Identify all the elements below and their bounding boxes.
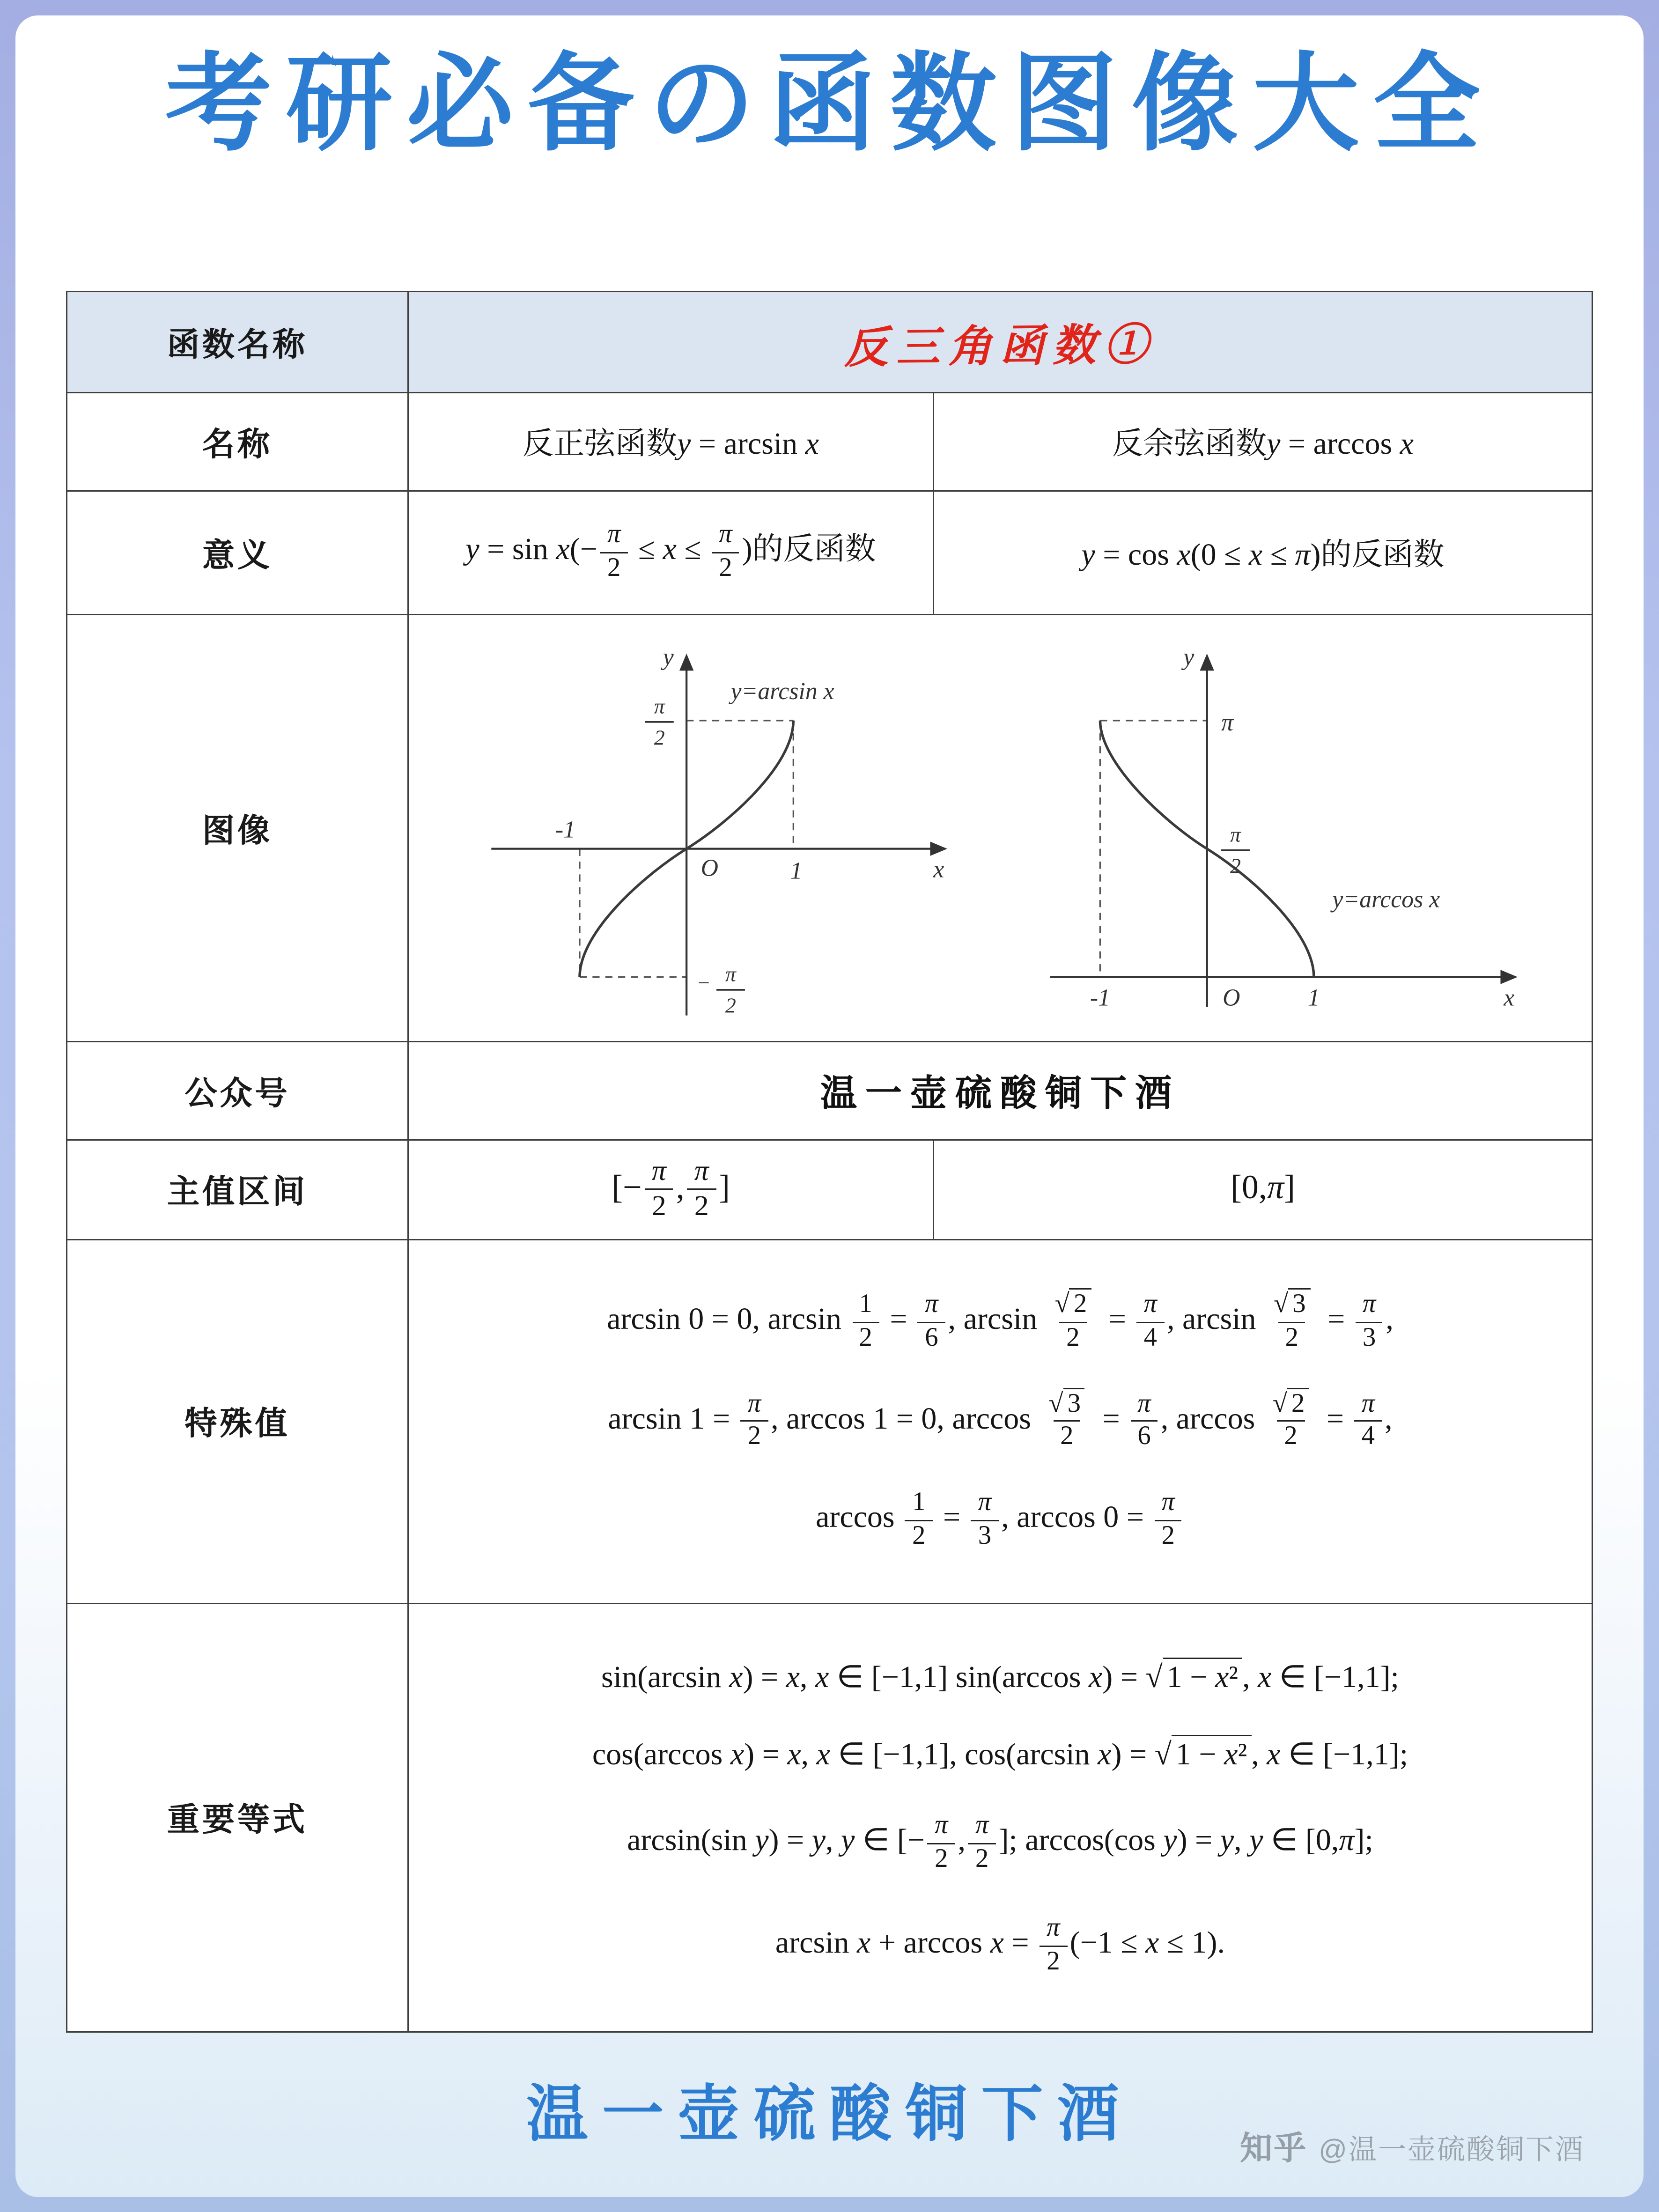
content-panel <box>15 15 1644 2197</box>
table-section-title: 反三角函数① <box>844 319 1157 372</box>
row-label-function-name: 函数名称 <box>67 292 409 391</box>
identity-line: sin(arcsin x) = x, x ∈ [−1,1] sin(arccos x) = √ 1 − x² , x ∈ [−1,1]; <box>601 1659 1399 1695</box>
row-label-account: 公众号 <box>67 1042 409 1139</box>
arccos-y-label: y <box>1183 644 1194 671</box>
arcsin-curve-label: y=arcsin x <box>730 678 834 706</box>
arccos-principal-interval: [0, π ] <box>1230 1170 1296 1207</box>
arccos-name-cn: 反余弦函数 <box>1112 425 1267 461</box>
function-table <box>66 290 1593 2032</box>
arccos-origin-label: O <box>1223 985 1240 1012</box>
arcsin-tick-neg1: -1 <box>555 817 576 844</box>
arccos-dashed-guides <box>1100 721 1207 978</box>
arcsin-bot-frac-den: 2 <box>725 994 736 1018</box>
row-label-name: 名称 <box>67 393 409 490</box>
arcsin-bot-frac-num: π <box>725 962 736 987</box>
arcsin-name-text <box>523 420 819 463</box>
table-row-identities <box>67 1604 1592 2031</box>
arccos-pi-label: π <box>1221 709 1233 737</box>
page-title: 考研必备の函数图像大全 <box>165 45 1494 164</box>
arcsin-y-axis-arrow <box>679 654 693 671</box>
arccos-meaning-math: y = cos x(0 ≤ x ≤ π) <box>1081 536 1321 572</box>
arccos-mid-frac-den: 2 <box>1230 854 1241 878</box>
cell-identities <box>409 1604 1592 2031</box>
watermark-handle: @温一壶硫酸铜下酒 <box>1319 2134 1585 2166</box>
cell-graphs <box>409 615 1592 1040</box>
row-label-meaning: 意义 <box>67 491 409 613</box>
row-label-principal-interval: 主值区间 <box>67 1140 409 1239</box>
arccos-name-math: y = arccos x <box>1267 425 1414 461</box>
arcsin-name-math: y = arcsin x <box>677 425 819 461</box>
cell-special-values <box>409 1240 1592 1602</box>
arcsin-tick-1: 1 <box>790 858 803 885</box>
cell-arccos-name <box>934 393 1592 490</box>
identity-line: arcsin(sin y) = y, y ∈ [− $\frac{\pi}{2}$ , $\frac{\pi}{2}$ ]; arccos(cos y) = y, y ∈ [0,π]; <box>627 1811 1373 1874</box>
arcsin-x-label: x <box>933 856 944 884</box>
row-label-identities: 重要等式 <box>67 1604 409 2031</box>
arcsin-top-frac-den: 2 <box>654 726 665 750</box>
arcsin-name-cn: 反正弦函数 <box>523 425 678 461</box>
arccos-meaning-cn: 的反函数 <box>1320 536 1445 572</box>
arccos-y-axis-arrow <box>1200 654 1214 671</box>
special-values-line: arcsin 0 = 0, arcsin $\frac{1}{2}$ = $\frac{\pi}{6}$ , arcsin $\frac{√ 2}{2}$ = $\frac{\pi}{4}$ , arcsin $\frac{√ 3}{2}$ = $\frac{\pi}{3}$ , <box>607 1291 1394 1353</box>
cell-arcsin-meaning <box>409 491 934 613</box>
arccos-x-label: x <box>1504 985 1515 1012</box>
arccos-name-text <box>1112 420 1414 463</box>
arcsin-meaning-cn: 的反函数 <box>752 531 876 567</box>
table-row-meaning <box>67 491 1592 615</box>
zhihu-logo: 知乎 <box>1240 2129 1308 2166</box>
table-row-special-values <box>67 1240 1592 1604</box>
zhihu-watermark <box>1240 2122 1585 2168</box>
arcsin-origin-label: O <box>700 855 718 882</box>
arcsin-top-frac-num: π <box>654 694 665 719</box>
special-values-line: arccos $\frac{1}{2}$ = $\frac{\pi}{3}$ , arccos 0 = $\frac{\pi}{2}$ <box>816 1489 1185 1551</box>
arccos-graph <box>1018 628 1552 1027</box>
arcsin-x-axis-arrow <box>930 842 947 856</box>
arcsin-meaning-math: y = sin x(− $\frac{\pi}{2}$ ≤ x ≤ $\frac{\pi}{2}$ ) <box>465 520 752 583</box>
table-row-principal-interval <box>67 1140 1592 1240</box>
cell-arcsin-name <box>409 393 934 490</box>
table-row-header <box>67 292 1592 393</box>
footer-handle: 温一壶硫酸铜下酒 <box>526 2080 1133 2149</box>
account-name: 温一壶硫酸铜下酒 <box>820 1073 1180 1114</box>
row-label-special-values: 特殊值 <box>67 1240 409 1602</box>
arcsin-meaning-text <box>465 522 876 583</box>
arcsin-bot-minus: − <box>696 971 711 995</box>
table-row-name <box>67 393 1592 491</box>
arcsin-graph <box>448 628 982 1027</box>
arccos-tick-neg1: -1 <box>1090 985 1110 1012</box>
arccos-curve-label: y=arccos x <box>1332 886 1440 914</box>
arcsin-principal-interval: [− π 2 , π 2 ] <box>409 1140 934 1239</box>
identity-line: arcsin x + arccos x = $\frac{\pi}{2}$ (−1 ≤ x ≤ 1). <box>775 1913 1225 1976</box>
arccos-tick-1: 1 <box>1307 985 1320 1012</box>
identity-line: cos(arccos x) = x, x ∈ [−1,1], cos(arcsin x) = √ 1 − x² , x ∈ [−1,1]; <box>592 1736 1408 1772</box>
arcsin-y-label: y <box>663 644 674 671</box>
arccos-x-axis-arrow <box>1500 970 1518 984</box>
special-values-line: arcsin 1 = $\frac{\pi}{2}$ , arccos 1 = 0, arccos $\frac{√ 3}{2}$ = $\frac{\pi}{6}$ , arccos $\frac{√ 2}{2}$ = $\frac{\pi}{4}$ , <box>608 1391 1392 1453</box>
arccos-meaning-text <box>1081 531 1444 574</box>
arccos-mid-frac-num: π <box>1230 823 1241 847</box>
row-label-graph: 图像 <box>67 615 409 1040</box>
cell-arccos-meaning <box>934 491 1592 613</box>
table-row-graph <box>67 615 1592 1042</box>
table-row-account <box>67 1042 1592 1140</box>
